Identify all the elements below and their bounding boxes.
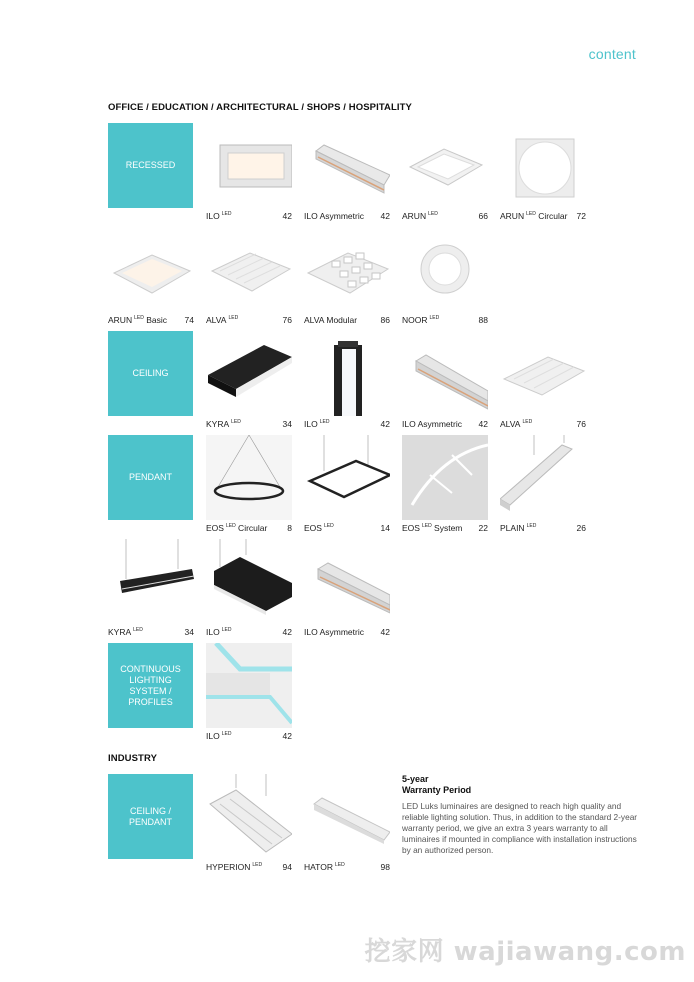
- product-sup: LED: [225, 523, 236, 530]
- product-sup: LED: [221, 731, 232, 738]
- product-sup: LED: [228, 315, 239, 322]
- product-image: [402, 331, 488, 416]
- warranty-title-line2: Warranty Period: [402, 785, 472, 795]
- page-number: 26: [576, 523, 586, 533]
- product-image: [500, 435, 586, 520]
- product-name: ARUN: [402, 211, 427, 221]
- product-sup: LED: [323, 523, 334, 530]
- page-number: 22: [478, 523, 488, 533]
- product-sup: LED: [526, 523, 537, 530]
- product-sup: LED: [421, 523, 432, 530]
- page-number: 42: [282, 731, 292, 741]
- product-sup: LED: [428, 211, 438, 218]
- content-link[interactable]: content: [588, 46, 636, 62]
- page-number: 42: [380, 419, 390, 429]
- product-name: ARUN: [500, 211, 525, 221]
- product-ilo-asymmetric[interactable]: [304, 123, 390, 223]
- product-image: [500, 123, 586, 208]
- product-name: KYRA: [108, 627, 132, 637]
- product-image: [402, 435, 488, 520]
- product-ilo-ceiling[interactable]: [304, 331, 390, 431]
- page-number: 34: [282, 419, 292, 429]
- product-name: ALVA Modular: [304, 315, 358, 325]
- product-hyperion[interactable]: [206, 774, 292, 874]
- warranty-text: LED Luks luminaires are designed to reach high quality and reliable lighting solution. Thus, in addition to the standard 2-year warranty period, we give an extra 3 years warranty to all luminaires if mounted in compliance with installation instructions by an authorized person.: [402, 801, 638, 855]
- product-image: [304, 331, 390, 416]
- category-tile-pendant[interactable]: [108, 435, 193, 520]
- product-name: NOOR: [402, 315, 428, 325]
- tile-label: CEILING: [132, 368, 169, 378]
- product-image: [206, 643, 292, 728]
- tile-label: PENDANT: [128, 472, 172, 482]
- product-name: ILO: [206, 731, 220, 741]
- product-eos-circular[interactable]: [206, 435, 292, 535]
- page-number: 42: [478, 419, 488, 429]
- product-name: ILO Asymmetric: [304, 627, 364, 637]
- product-name-suffix: Circular: [535, 211, 568, 221]
- watermark: 挖家网 wajiawang.com: [364, 937, 686, 967]
- tile-label: RECESSED: [125, 160, 176, 170]
- product-sup: LED: [252, 862, 263, 869]
- product-ilo[interactable]: [206, 123, 292, 223]
- page-number: 66: [478, 211, 488, 221]
- tile-label: CONTINUOUS LIGHTING SYSTEM / PROFILES: [120, 663, 181, 707]
- product-hator[interactable]: [304, 774, 390, 874]
- page-number: 14: [380, 523, 390, 533]
- page-number: 8: [287, 523, 292, 533]
- product-plain[interactable]: [500, 435, 586, 535]
- product-sup: LED: [134, 315, 144, 322]
- product-image: [304, 539, 390, 624]
- product-image: [402, 227, 488, 312]
- product-sup: LED: [429, 315, 440, 322]
- page-number: 88: [478, 315, 488, 325]
- page-number: 86: [380, 315, 390, 325]
- product-sup: LED: [133, 627, 143, 634]
- category-tile-ceiling[interactable]: [108, 331, 193, 416]
- product-sup: LED: [522, 419, 533, 426]
- product-arun[interactable]: [402, 123, 488, 223]
- product-alva-ceiling[interactable]: [500, 331, 586, 431]
- product-name: ALVA: [206, 315, 227, 325]
- product-kyra[interactable]: [206, 331, 292, 431]
- product-name: HYPERION: [206, 862, 251, 872]
- product-arun-circular[interactable]: [500, 123, 586, 223]
- page-number: 76: [282, 315, 292, 325]
- product-image: [108, 539, 194, 624]
- product-name: EOS: [206, 523, 224, 533]
- product-image: [402, 123, 488, 208]
- product-arun-basic[interactable]: [108, 227, 194, 327]
- product-image: [108, 227, 194, 312]
- product-name: HATOR: [304, 862, 333, 872]
- product-image: [304, 435, 390, 520]
- product-image: [206, 774, 292, 859]
- product-name: ILO: [304, 419, 318, 429]
- warranty-title-line1: 5-year: [402, 774, 429, 784]
- product-ilo-profile[interactable]: [206, 643, 292, 743]
- page-number: 76: [576, 419, 586, 429]
- page-number: 34: [184, 627, 194, 637]
- product-name-suffix: Circular: [235, 523, 268, 533]
- section-title-industry: INDUSTRY: [108, 753, 158, 764]
- product-name: ILO Asymmetric: [402, 419, 462, 429]
- product-kyra-pendant[interactable]: [108, 539, 194, 639]
- page-number: 42: [282, 211, 292, 221]
- category-tile-recessed[interactable]: [108, 123, 193, 208]
- product-alva-modular[interactable]: [304, 227, 390, 327]
- section-title-office: OFFICE / EDUCATION / ARCHITECTURAL / SHOPS / HOSPITALITY: [108, 102, 412, 113]
- product-name: ILO Asymmetric: [304, 211, 364, 221]
- product-sup: LED: [221, 211, 232, 218]
- category-tile-ceiling-pendant[interactable]: [108, 774, 193, 859]
- product-name: EOS: [304, 523, 322, 533]
- product-name: ILO: [206, 211, 220, 221]
- product-name-suffix: Basic: [143, 315, 167, 325]
- product-ilo-asymmetric-pendant[interactable]: [304, 539, 390, 639]
- page-number: 94: [282, 862, 292, 872]
- tile-label: CEILING / PENDANT: [128, 805, 172, 827]
- product-image: [304, 774, 390, 859]
- page-number: 42: [380, 211, 390, 221]
- product-image: [206, 123, 292, 208]
- page-number: 42: [380, 627, 390, 637]
- product-sup: LED: [231, 419, 241, 426]
- product-name: ILO: [206, 627, 220, 637]
- product-noor[interactable]: [402, 227, 488, 327]
- product-image: [304, 227, 390, 312]
- product-image: [206, 435, 292, 520]
- product-sup: LED: [221, 627, 232, 634]
- product-name: EOS: [402, 523, 420, 533]
- product-image: [500, 331, 586, 416]
- product-image: [206, 539, 292, 624]
- product-image: [206, 227, 292, 312]
- product-image: [304, 123, 390, 208]
- product-name: ALVA: [500, 419, 521, 429]
- product-eos-system[interactable]: [402, 435, 488, 535]
- product-sup: LED: [334, 862, 345, 869]
- product-ilo-pendant[interactable]: [206, 539, 292, 639]
- product-sup: LED: [526, 211, 536, 218]
- page-number: 74: [184, 315, 194, 325]
- product-name: PLAIN: [500, 523, 525, 533]
- page-number: 72: [576, 211, 586, 221]
- page-number: 98: [380, 862, 390, 872]
- category-tile-continuous[interactable]: [108, 643, 193, 728]
- product-eos[interactable]: [304, 435, 390, 535]
- product-alva[interactable]: [206, 227, 292, 327]
- page-number: 42: [282, 627, 292, 637]
- product-name-suffix: System: [431, 523, 463, 533]
- product-image: [206, 331, 292, 416]
- product-name: KYRA: [206, 419, 230, 429]
- product-ilo-asymmetric-ceiling[interactable]: [402, 331, 488, 431]
- warranty-title: [402, 774, 642, 796]
- product-name: ARUN: [108, 315, 133, 325]
- product-sup: LED: [319, 419, 330, 426]
